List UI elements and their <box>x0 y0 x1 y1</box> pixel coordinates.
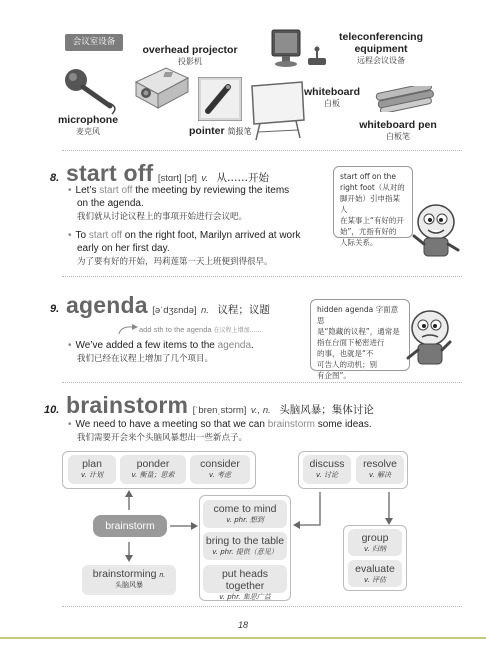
bullet-icon: • <box>68 340 72 351</box>
section-divider <box>62 606 462 607</box>
headword: agenda <box>66 292 148 318</box>
equipment-section-badge: 会议室设备 <box>65 34 123 51</box>
pronunciation: [ˈbrenˌstɔrm] <box>192 405 247 416</box>
gloss: 从……开始 <box>216 172 270 184</box>
pronunciation: [stɑrt] [ɔf] <box>157 173 197 184</box>
bullet-icon: • <box>68 185 72 196</box>
headword: brainstorm <box>66 392 189 418</box>
part-of-speech: v. <box>201 173 209 184</box>
equipment-label-whiteboard: whiteboard 白板 <box>303 86 360 108</box>
example-translation: 我们需要开会来个头脑风暴想出一些新点子。 <box>77 433 248 443</box>
example-sentence: • To start off on the right foot, Marilyn arrived at work <box>68 230 301 241</box>
bottom-rule <box>0 637 486 639</box>
equipment-label-teleconferencing: teleconferencing equipment 远程会议设备 <box>338 31 424 65</box>
entry-number: 9. <box>50 303 60 315</box>
equipment-label-pointer: pointer 简报笔 <box>189 125 252 137</box>
mindmap-word-box: evaluate v. 评估 <box>348 560 402 587</box>
example-translation: 我们就从讨论议程上的事项开始进行会议吧。 <box>77 212 248 222</box>
mindmap-word-box: group v. 归纳 <box>348 529 402 556</box>
entry-number: 8. <box>50 172 60 184</box>
example-translation: 我们已经在议程上增加了几个项目。 <box>77 354 214 364</box>
mindmap-phrase-box: bring to the table v. phr. 提供（意见） <box>203 532 287 560</box>
pronunciation: [əˈdʒɛndə] <box>152 305 197 316</box>
collocation: add sth to the agenda 在议程上增加…… <box>139 325 262 334</box>
page-number: 18 <box>237 620 248 630</box>
example-sentence-continued: early on her first day. <box>77 243 170 254</box>
part-of-speech: n. <box>201 305 209 316</box>
example-sentence: • Let’s start off the meeting by reviewing the items <box>68 185 290 196</box>
headword: start off <box>66 160 154 186</box>
bullet-icon: • <box>68 419 72 430</box>
mindmap-phrase-box: come to mind v. phr. 想到 <box>203 500 287 528</box>
usage-note: start off on the right foot（从对的 脚开始）引申指某人 在某事上“有好的开 始”，尤指有好的 人际关系。 <box>333 166 413 238</box>
example-sentence-continued: on the agenda. <box>77 198 144 209</box>
part-of-speech: v., n. <box>250 405 271 416</box>
entry-number: 10. <box>44 404 60 416</box>
equipment-label-microphone: microphone 麦克风 <box>57 114 119 136</box>
bullet-icon: • <box>68 230 72 241</box>
mindmap-word-box: resolve v. 解决 <box>356 455 404 484</box>
mindmap-word-box: plan v. 计划 <box>68 455 116 484</box>
equipment-label-projector: overhead projector 投影机 <box>142 44 238 66</box>
mindmap-word-box: consider v. 考虑 <box>190 455 250 484</box>
gloss: 头脑风暴；集体讨论 <box>279 404 374 416</box>
usage-note: hidden agenda 字面意思 是“隐藏的议程”，通常是 指在台面下秘密进行 的事，也就是“不 可告人的动机；别 有企图”。 <box>310 299 410 371</box>
mindmap-word-box: ponder v. 衡量；思索 <box>120 455 186 484</box>
mindmap-phrase-box: put heads together v. phr. 集思广益 <box>203 565 287 593</box>
mindmap-word-box: discuss v. 讨论 <box>303 455 351 484</box>
example-translation: 为了要有好的开始，玛莉莲第一天上班便到得很早。 <box>77 257 273 267</box>
gloss: 议程；议题 <box>217 304 270 316</box>
mindmap-center-node: brainstorm <box>93 515 167 537</box>
equipment-label-whiteboard-pen: whiteboard pen 白板笔 <box>359 119 437 141</box>
example-sentence: • We’ve added a few items to the agenda. <box>68 340 254 351</box>
mindmap-word-box: brainstorming n. 头脑风暴 <box>82 565 176 595</box>
example-sentence: • We need to have a meeting so that we can brainstorm some ideas. <box>68 419 372 430</box>
